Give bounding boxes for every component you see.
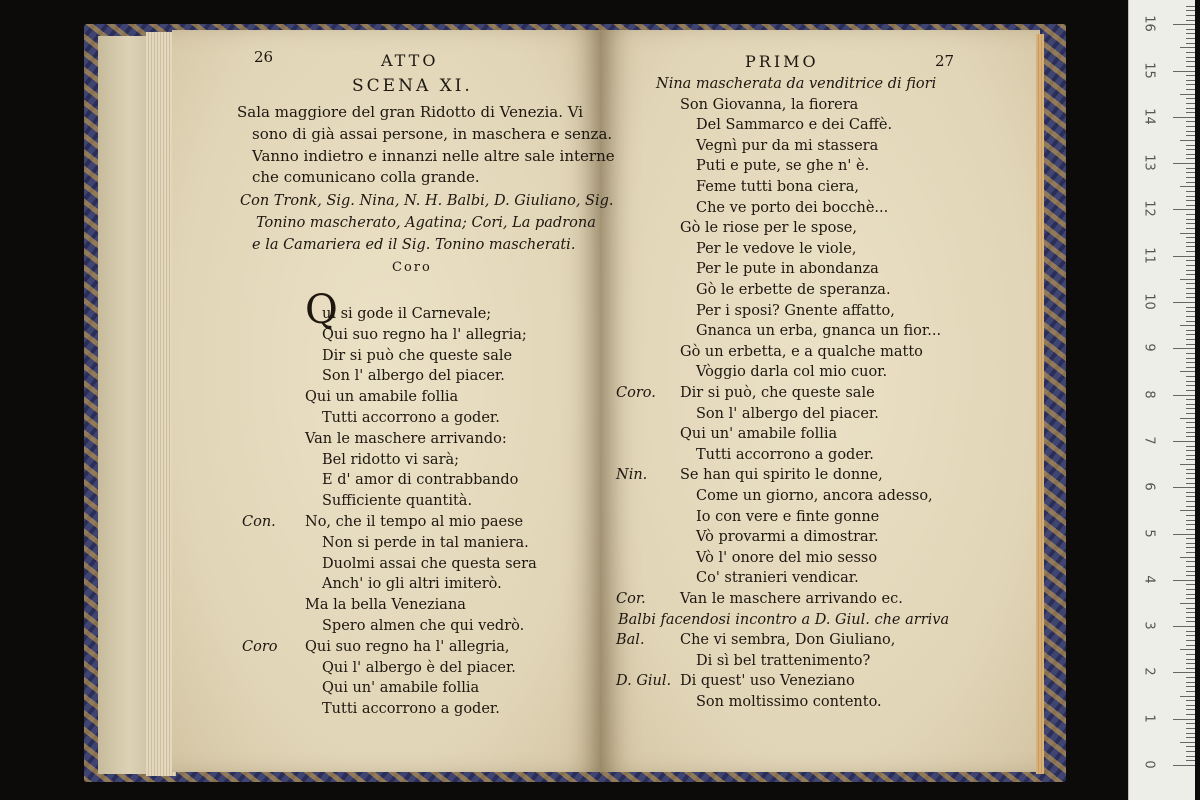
ruler-tick xyxy=(1180,696,1195,697)
ruler-tick xyxy=(1186,408,1195,409)
ruler-tick xyxy=(1186,478,1195,479)
ruler-tick xyxy=(1186,543,1195,544)
scene-description-line: Vanno indietro e innanzi nelle altre sale interne xyxy=(252,147,615,165)
verse-line: Che vi sembra, Don Giuliano, xyxy=(680,632,896,648)
ruler-tick xyxy=(1186,547,1195,548)
ruler-tick xyxy=(1186,288,1195,289)
ruler-tick xyxy=(1186,43,1195,44)
ruler-tick xyxy=(1173,163,1195,164)
ruler-number: 16 xyxy=(1141,15,1157,32)
ruler-tick xyxy=(1173,71,1195,72)
verse-line: Qui un' amabile follia xyxy=(680,426,838,442)
ruler-tick xyxy=(1186,321,1195,322)
ruler-tick xyxy=(1186,561,1195,562)
ruler-tick xyxy=(1180,742,1195,743)
scene-description-line: sono di già assai persone, in maschera e senza. xyxy=(252,125,613,143)
speaker-label: Nin. xyxy=(616,467,648,483)
verse-line: Del Sammarco e dei Caffè. xyxy=(696,117,893,133)
ruler-tick xyxy=(1186,20,1195,21)
ruler-tick xyxy=(1186,311,1195,312)
ruler-tick xyxy=(1186,330,1195,331)
speaker-label: Con. xyxy=(242,514,276,530)
ruler-tick xyxy=(1186,640,1195,641)
ruler-tick xyxy=(1186,390,1195,391)
ruler-tick xyxy=(1186,728,1195,729)
ruler-tick xyxy=(1186,404,1195,405)
cast-line: Tonino mascherato, Agatina; Cori, La padrona xyxy=(256,215,596,231)
ruler-tick xyxy=(1186,571,1195,572)
ruler-tick xyxy=(1186,214,1195,215)
ruler-tick xyxy=(1186,612,1195,613)
ruler-tick xyxy=(1173,395,1195,396)
ruler-tick xyxy=(1186,617,1195,618)
ruler-tick xyxy=(1186,89,1195,90)
ruler-tick xyxy=(1186,691,1195,692)
verse-line: Feme tutti bona ciera, xyxy=(696,179,859,195)
ruler-tick xyxy=(1186,473,1195,474)
verse-line: Son Giovanna, la fiorera xyxy=(680,97,859,113)
verse-line: Dir si può che queste sale xyxy=(322,348,513,364)
ruler-tick xyxy=(1186,376,1195,377)
ruler-tick xyxy=(1186,552,1195,553)
verse-line: Come un giorno, ancora adesso, xyxy=(696,488,933,504)
ruler-tick xyxy=(1173,24,1195,25)
ruler-number: 6 xyxy=(1141,482,1157,491)
ruler-tick xyxy=(1180,94,1195,95)
verse-line: Per i sposi? Gnente affatto, xyxy=(696,303,895,319)
ruler-tick xyxy=(1180,418,1195,419)
ruler-tick xyxy=(1186,677,1195,678)
ruler-tick xyxy=(1186,413,1195,414)
verse-line: Vegnì pur da mi stassera xyxy=(696,138,879,154)
ruler-tick xyxy=(1186,84,1195,85)
ruler-tick xyxy=(1186,121,1195,122)
ruler-tick xyxy=(1186,80,1195,81)
ruler-tick xyxy=(1186,135,1195,136)
verse-line: Di sì bel trattenimento? xyxy=(696,653,871,669)
ruler-tick xyxy=(1186,6,1195,7)
verse-line: Puti e pute, se ghe n' è. xyxy=(696,158,870,174)
ruler-tick xyxy=(1186,191,1195,192)
ruler-tick xyxy=(1186,38,1195,39)
ruler-number: 1 xyxy=(1141,714,1157,723)
ruler-tick xyxy=(1186,205,1195,206)
ruler-tick xyxy=(1186,33,1195,34)
verse-line: Se han qui spirito le donne, xyxy=(680,467,883,483)
ruler-tick xyxy=(1186,566,1195,567)
ruler-tick xyxy=(1186,682,1195,683)
ruler-tick xyxy=(1186,265,1195,266)
verse-line: Vò l' onore del mio sesso xyxy=(696,550,878,566)
ruler-tick xyxy=(1186,344,1195,345)
ruler-tick xyxy=(1186,237,1195,238)
ruler-tick xyxy=(1186,228,1195,229)
ruler-tick xyxy=(1186,182,1195,183)
verse-line: No, che il tempo al mio paese xyxy=(305,514,524,530)
ruler-tick xyxy=(1173,256,1195,257)
ruler-tick xyxy=(1186,538,1195,539)
measuring-ruler xyxy=(1128,0,1195,800)
ruler-tick xyxy=(1180,371,1195,372)
verse-line: Bel ridotto vi sarà; xyxy=(322,452,460,468)
ruler-tick xyxy=(1186,246,1195,247)
ruler-tick xyxy=(1186,154,1195,155)
ruler-tick xyxy=(1186,131,1195,132)
verse-line: Sufficiente quantità. xyxy=(322,493,473,509)
verse-line: E d' amor di contrabbando xyxy=(322,472,519,488)
ruler-number: 15 xyxy=(1141,62,1157,79)
verse-line: Qui un' amabile follia xyxy=(322,680,480,696)
ruler-tick xyxy=(1186,293,1195,294)
ruler-tick xyxy=(1186,621,1195,622)
ruler-tick xyxy=(1173,441,1195,442)
speaker-label: Coro xyxy=(242,639,278,655)
ruler-tick xyxy=(1186,501,1195,502)
ruler-tick xyxy=(1186,158,1195,159)
ruler-tick xyxy=(1186,223,1195,224)
verse-line: Duolmi assai che questa sera xyxy=(322,556,537,572)
ruler-tick xyxy=(1173,719,1195,720)
verse-line: Son l' albergo del piacer. xyxy=(696,406,879,422)
ruler-tick xyxy=(1186,723,1195,724)
ruler-tick xyxy=(1186,598,1195,599)
ruler-tick xyxy=(1186,432,1195,433)
ruler-tick xyxy=(1186,645,1195,646)
verse-line: Son moltissimo contento. xyxy=(696,694,882,710)
ruler-tick xyxy=(1186,145,1195,146)
ruler-tick xyxy=(1173,534,1195,535)
verse-line: Ma la bella Veneziana xyxy=(305,597,466,613)
ruler-tick xyxy=(1186,631,1195,632)
ruler-number: 14 xyxy=(1141,108,1157,125)
verse-line: Gò le erbette de speranza. xyxy=(696,282,891,298)
verse-line: Anch' io gli altri imiterò. xyxy=(322,576,502,592)
ruler-tick xyxy=(1186,756,1195,757)
verse-line: Per le pute in abondanza xyxy=(696,261,879,277)
ruler-tick xyxy=(1186,455,1195,456)
ruler-tick xyxy=(1186,385,1195,386)
ruler-tick xyxy=(1186,57,1195,58)
verse-line: Dir si può, che queste sale xyxy=(680,385,875,401)
ruler-tick xyxy=(1186,334,1195,335)
left-page-number: 26 xyxy=(254,48,274,66)
verse-line: Van le maschere arrivando: xyxy=(305,431,507,447)
ruler-tick xyxy=(1186,483,1195,484)
ruler-tick xyxy=(1186,608,1195,609)
verse-line: Vò provarmi a dimostrar. xyxy=(696,529,879,545)
ruler-tick xyxy=(1186,307,1195,308)
ruler-tick xyxy=(1186,737,1195,738)
ruler-tick xyxy=(1186,654,1195,655)
verse-line: Spero almen che qui vedrò. xyxy=(322,618,525,634)
verse-line: Di quest' uso Veneziano xyxy=(680,673,855,689)
verse-line: Gò un erbetta, e a qualche matto xyxy=(680,344,923,360)
chorus-heading: Coro xyxy=(392,260,432,275)
ruler-tick xyxy=(1186,52,1195,53)
ruler-tick xyxy=(1180,325,1195,326)
ruler-tick xyxy=(1186,339,1195,340)
verse-line: Per le vedove le viole, xyxy=(696,241,857,257)
ruler-tick xyxy=(1186,575,1195,576)
ruler-tick xyxy=(1186,219,1195,220)
ruler-tick xyxy=(1186,274,1195,275)
ruler-tick xyxy=(1186,126,1195,127)
ruler-tick xyxy=(1186,196,1195,197)
cast-line: e la Camariera ed il Sig. Tonino mascherati. xyxy=(252,237,576,253)
verse-line: Qui suo regno ha l' allegria; xyxy=(322,327,527,343)
ruler-tick xyxy=(1186,108,1195,109)
cast-line: Con Tronk, Sig. Nina, N. H. Balbi, D. Giuliano, Sig. xyxy=(240,193,614,209)
ruler-tick xyxy=(1180,649,1195,650)
ruler-tick xyxy=(1180,233,1195,234)
ruler-tick xyxy=(1186,75,1195,76)
ruler-tick xyxy=(1186,459,1195,460)
ruler-number: 8 xyxy=(1141,390,1157,399)
ruler-tick xyxy=(1180,140,1195,141)
ruler-tick xyxy=(1186,496,1195,497)
ruler-tick xyxy=(1186,524,1195,525)
ruler-tick xyxy=(1186,422,1195,423)
speaker-label: Bal. xyxy=(616,632,645,648)
ruler-tick xyxy=(1186,686,1195,687)
ruler-tick xyxy=(1186,663,1195,664)
ruler-tick xyxy=(1173,580,1195,581)
ruler-tick xyxy=(1180,603,1195,604)
ruler-tick xyxy=(1186,172,1195,173)
ruler-tick xyxy=(1186,584,1195,585)
ruler-tick xyxy=(1186,112,1195,113)
ruler-tick xyxy=(1186,760,1195,761)
ruler-number: 9 xyxy=(1141,343,1157,352)
ruler-tick xyxy=(1186,529,1195,530)
ruler-tick xyxy=(1180,510,1195,511)
ruler-tick xyxy=(1186,316,1195,317)
ruler-tick xyxy=(1186,353,1195,354)
ruler-tick xyxy=(1186,61,1195,62)
ruler-tick xyxy=(1186,177,1195,178)
verse-line: Io con vere e finte gonne xyxy=(696,509,880,525)
ruler-tick xyxy=(1186,515,1195,516)
ruler-number: 4 xyxy=(1141,575,1157,584)
speaker-label: D. Giul. xyxy=(616,673,672,689)
page-edges-right xyxy=(1036,34,1044,774)
ruler-tick xyxy=(1186,469,1195,470)
ruler-number: 7 xyxy=(1141,436,1157,445)
right-page-number: 27 xyxy=(935,52,955,70)
ruler-tick xyxy=(1173,672,1195,673)
ruler-tick xyxy=(1186,103,1195,104)
verse-line: Tutti accorrono a goder. xyxy=(322,410,500,426)
ruler-tick xyxy=(1186,700,1195,701)
ruler-tick xyxy=(1180,279,1195,280)
ruler-number: 5 xyxy=(1141,529,1157,538)
ruler-tick xyxy=(1186,714,1195,715)
verse-line: Son l' albergo del piacer. xyxy=(322,368,505,384)
ruler-tick xyxy=(1186,283,1195,284)
ruler-tick xyxy=(1186,200,1195,201)
scene-description-line: Sala maggiore del gran Ridotto di Venezia. Vi xyxy=(237,103,584,121)
verse-line: Qui l' albergo è del piacer. xyxy=(322,660,516,676)
ruler-tick xyxy=(1186,746,1195,747)
ruler-tick xyxy=(1186,251,1195,252)
ruler-number: 12 xyxy=(1141,200,1157,217)
ruler-tick xyxy=(1186,492,1195,493)
ruler-tick xyxy=(1180,557,1195,558)
stage-direction: Balbi facendosi incontro a D. Giul. che arriva xyxy=(618,612,950,628)
ruler-number: 11 xyxy=(1141,247,1157,264)
ruler-tick xyxy=(1186,450,1195,451)
left-running-head: ATTO xyxy=(381,51,439,70)
ruler-tick xyxy=(1186,520,1195,521)
ruler-tick xyxy=(1186,260,1195,261)
ruler-tick xyxy=(1173,765,1195,766)
ruler-tick xyxy=(1186,270,1195,271)
ruler-tick xyxy=(1186,358,1195,359)
ruler-tick xyxy=(1186,98,1195,99)
ruler-tick xyxy=(1173,487,1195,488)
ruler-tick xyxy=(1180,47,1195,48)
ruler-number: 13 xyxy=(1141,154,1157,171)
ruler-tick xyxy=(1186,168,1195,169)
ruler-tick xyxy=(1186,506,1195,507)
verse-line: Vòggio darla col mio cuor. xyxy=(696,364,888,380)
ruler-tick xyxy=(1186,709,1195,710)
ruler-tick xyxy=(1186,659,1195,660)
ruler-number: 2 xyxy=(1141,667,1157,676)
ruler-tick xyxy=(1186,705,1195,706)
ruler-tick xyxy=(1173,209,1195,210)
ruler-tick xyxy=(1186,242,1195,243)
verse-line: Tutti accorrono a goder. xyxy=(322,701,500,717)
verse-line: Co' stranieri vendicar. xyxy=(696,570,859,586)
ruler-tick xyxy=(1186,589,1195,590)
verse-line: Gò le riose per le spose, xyxy=(680,220,857,236)
verse-line: Gnanca un erba, gnanca un fior... xyxy=(696,323,942,339)
verse-line: Tutti accorrono a goder. xyxy=(696,447,874,463)
ruler-tick xyxy=(1186,446,1195,447)
page-block xyxy=(98,36,150,774)
right-running-head: PRIMO xyxy=(745,52,819,71)
stage-direction: Nina mascherata da venditrice di fiori xyxy=(656,76,937,92)
speaker-label: Coro. xyxy=(616,385,656,401)
ruler-tick xyxy=(1180,186,1195,187)
ruler-tick xyxy=(1173,348,1195,349)
ruler-tick xyxy=(1186,594,1195,595)
ruler-tick xyxy=(1186,751,1195,752)
ruler-tick xyxy=(1186,362,1195,363)
ruler-tick xyxy=(1186,29,1195,30)
ruler-tick xyxy=(1186,367,1195,368)
ruler-tick xyxy=(1180,464,1195,465)
ruler-tick xyxy=(1186,297,1195,298)
verse-line: Van le maschere arrivando ec. xyxy=(680,591,903,607)
ruler-tick xyxy=(1173,117,1195,118)
ruler-tick xyxy=(1186,15,1195,16)
ruler-number: 3 xyxy=(1141,621,1157,630)
ruler-tick xyxy=(1173,302,1195,303)
ruler-tick xyxy=(1186,668,1195,669)
verse-line: Non si perde in tal maniera. xyxy=(322,535,529,551)
drop-cap: Q xyxy=(305,287,338,333)
ruler-tick xyxy=(1186,436,1195,437)
ruler-tick xyxy=(1186,427,1195,428)
ruler-tick xyxy=(1186,149,1195,150)
ruler-tick xyxy=(1173,626,1195,627)
scene-title: SCENA XI. xyxy=(352,76,473,96)
verse-line: Qui suo regno ha l' allegria, xyxy=(305,639,510,655)
scene-description-line: che comunicano colla grande. xyxy=(252,168,480,186)
verse-line: Che ve porto dei bocchè... xyxy=(696,200,889,216)
ruler-tick xyxy=(1186,733,1195,734)
verse-line: Qui un amabile follia xyxy=(305,389,459,405)
ruler-number: 0 xyxy=(1141,760,1157,769)
speaker-label: Cor. xyxy=(616,591,646,607)
ruler-tick xyxy=(1186,381,1195,382)
verse-line: ui si gode il Carnevale; xyxy=(322,306,492,322)
ruler-tick xyxy=(1186,10,1195,11)
ruler-number: 10 xyxy=(1141,293,1157,310)
ruler-tick xyxy=(1186,399,1195,400)
ruler-tick xyxy=(1186,66,1195,67)
ruler-tick xyxy=(1186,635,1195,636)
